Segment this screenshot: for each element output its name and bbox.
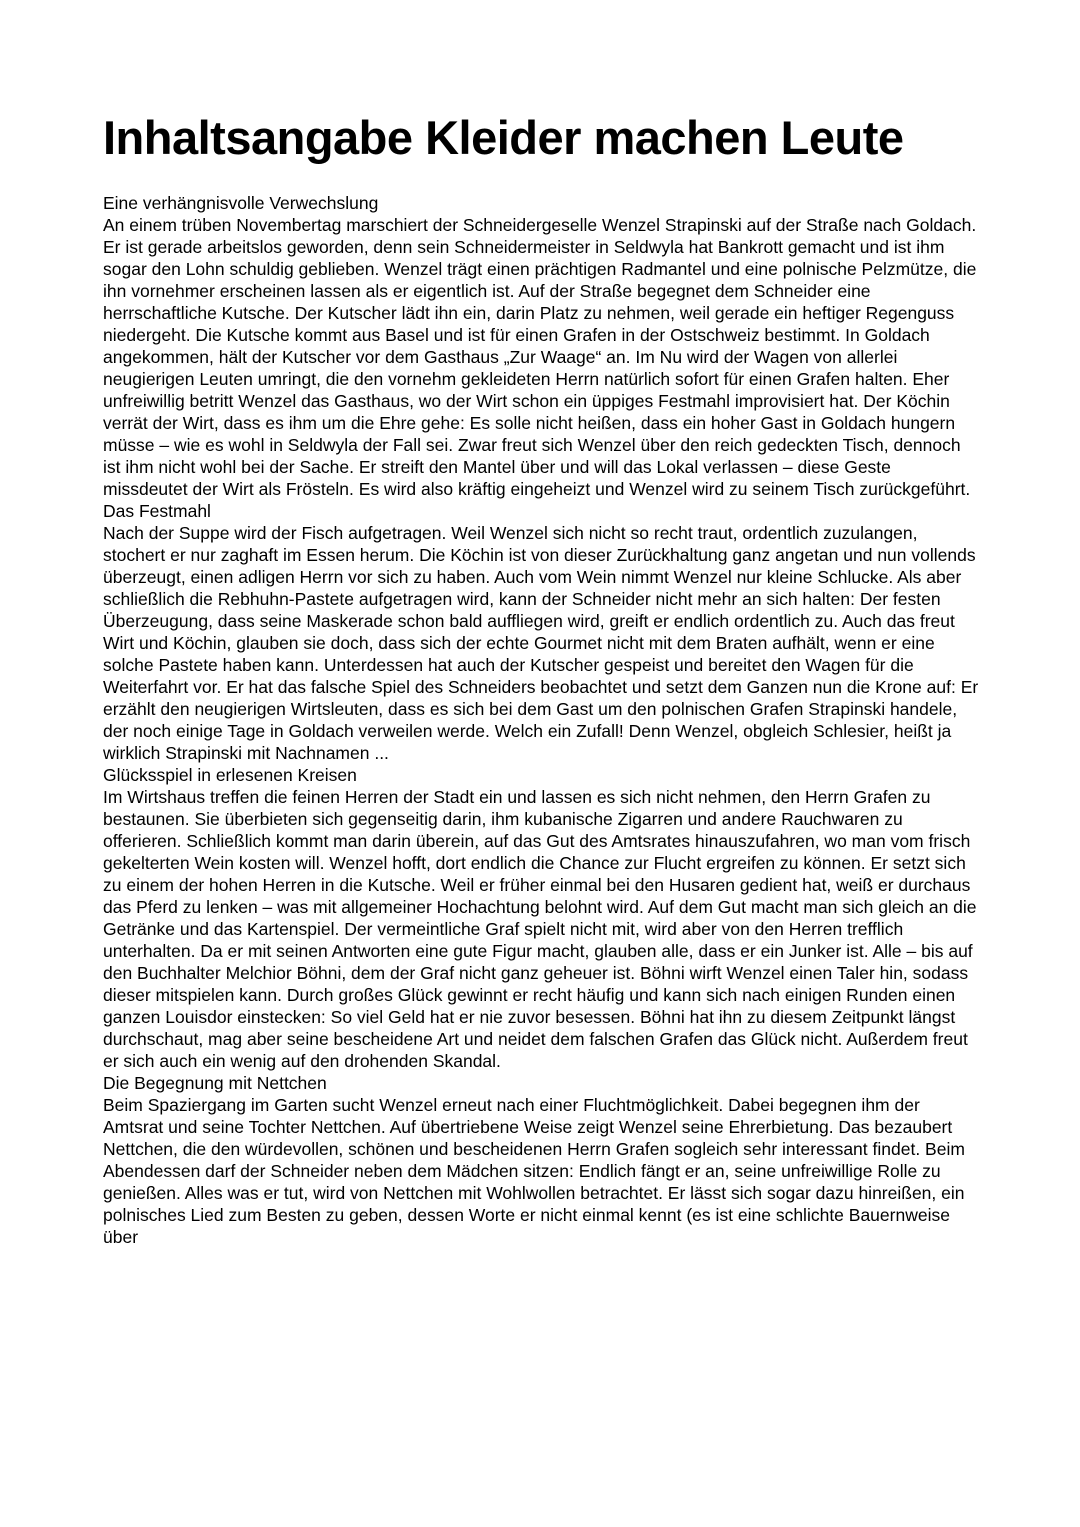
- section-nettchen: [103, 1072, 980, 1248]
- section-text: Nach der Suppe wird der Fisch aufgetragen. Weil Wenzel sich nicht so recht traut, ordentlich zuzulangen, stochert er nur zaghaft im Essen herum. Die Köchin ist von dieser Zurückhaltung ganz angetan und nun vollends überzeugt, einen adligen Herrn vor sich zu haben. Auch vom Wein nimmt Wenzel nur kleine Schlucke. Als aber schließlich die Rebhuhn-Pastete aufgetragen wird, kann der Schneider nicht mehr an sich halten: Der festen Überzeugung, dass seine Maskerade schon bald auffliegen wird, greift er endlich ordentlich zu. Auch das freut Wirt und Köchin, glauben sie doch, dass sich der echte Gourmet nicht mit dem Braten aufhält, wenn er eine solche Pastete haben kann. Unterdessen hat auch der Kutscher gespeist und bereitet den Wagen für die Weiterfahrt vor. Er hat das falsche Spiel des Schneiders beobachtet und setzt dem Ganzen nun die Krone auf: Er erzählt den neugierigen Wirtsleuten, dass es sich bei dem Gast um den polnischen Grafen Strapinski handele, der noch einige Tage in Goldach verweilen werde. Welch ein Zufall! Denn Wenzel, obgleich Schlesier, heißt ja wirklich Strapinski mit Nachnamen ...: [103, 523, 979, 763]
- section-text: An einem trüben Novembertag marschiert der Schneidergeselle Wenzel Strapinski auf der Straße nach Goldach. Er ist gerade arbeitslos geworden, denn sein Schneidermeister in Seldwyla hat Bankrott gemacht und ist ihm sogar den Lohn schuldig geblieben. Wenzel trägt einen prächtigen Radmantel und eine polnische Pelzmütze, die ihn vornehmer erscheinen lassen als er eigentlich ist. Auf der Straße begegnet dem Schneider eine herrschaftliche Kutsche. Der Kutscher lädt ihn ein, darin Platz zu nehmen, weil gerade ein heftiger Regenguss niedergeht. Die Kutsche kommt aus Basel und ist für einen Grafen in der Ostschweiz bestimmt. In Goldach angekommen, hält der Kutscher vor dem Gasthaus „Zur Waage“ an. Im Nu wird der Wagen von allerlei neugierigen Leuten umringt, die den vornehm gekleideten Herrn natürlich sofort für einen Grafen halten. Eher unfreiwillig betritt Wenzel das Gasthaus, wo der Wirt schon ein üppiges Festmahl improvisiert hat. Der Köchin verrät der Wirt, dass es ihm um die Ehre gehe: Es solle nicht heißen, dass ein hoher Gast in Goldach hungern müsse – wie es wohl in Seldwyla der Fall sei. Zwar freut sich Wenzel über den reich gedeckten Tisch, dennoch ist ihm nicht wohl bei der Sache. Er streift den Mantel über und will das Lokal verlassen – diese Geste missdeutet der Wirt als Frösteln. Es wird also kräftig eingeheizt und Wenzel wird zu seinem Tisch zurückgeführt.: [103, 215, 977, 499]
- section-verwechslung: [103, 192, 980, 500]
- section-festmahl: [103, 500, 980, 764]
- document-body: [103, 192, 980, 1248]
- section-heading: Eine verhängnisvolle Verwechslung: [103, 193, 379, 213]
- page-title: Inhaltsangabe Kleider machen Leute: [103, 111, 904, 164]
- section-gluecksspiel: [103, 764, 980, 1072]
- section-text: Im Wirtshaus treffen die feinen Herren der Stadt ein und lassen es sich nicht nehmen, den Herrn Grafen zu bestaunen. Sie überbieten sich gegenseitig darin, ihm kubanische Zigarren und andere Rauchwaren zu offerieren. Schließlich kommt man darin überein, auf das Gut des Amtsrates hinauszufahren, wo man vom frisch gekelterten Wein kosten will. Wenzel hofft, dort endlich die Chance zur Flucht ergreifen zu können. Er setzt sich zu einem der hohen Herren in die Kutsche. Weil er früher einmal bei den Husaren gedient hat, weiß er durchaus das Pferd zu lenken – was mit allgemeiner Hochachtung belohnt wird. Auf dem Gut macht man sich gleich an die Getränke und das Kartenspiel. Der vermeintliche Graf spielt nicht mit, wird aber von den Herren trefflich unterhalten. Da er mit seinen Antworten eine gute Figur macht, glauben alle, dass er ein Junker ist. Alle – bis auf den Buchhalter Melchior Böhni, dem der Graf nicht ganz geheuer ist. Böhni wirft Wenzel einen Taler hin, sodass dieser mitspielen kann. Durch großes Glück gewinnt er recht häufig und kann sich nach einigen Runden einen ganzen Louisdor einstecken: So viel Geld hat er nie zuvor besessen. Böhni hat ihn zu diesem Zeitpunkt längst durchschaut, mag aber seine bescheidene Art und neidet dem falschen Grafen das Glück nicht. Außerdem freut er sich auch ein wenig auf den drohenden Skandal.: [103, 787, 977, 1071]
- section-heading: Das Festmahl: [103, 501, 211, 521]
- section-text: Beim Spaziergang im Garten sucht Wenzel erneut nach einer Fluchtmöglichkeit. Dabei begegnen ihm der Amtsrat und seine Tochter Nettchen. Auf übertriebene Weise zeigt Wenzel seine Ehrerbietung. Das bezaubert Nettchen, die den würdevollen, schönen und bescheidenen Herrn Grafen sogleich sehr interessant findet. Beim Abendessen darf der Schneider neben dem Mädchen sitzen: Endlich fängt er an, seine unfreiwillige Rolle zu genießen. Alles was er tut, wird von Nettchen mit Wohlwollen betrachtet. Er lässt sich sogar dazu hinreißen, ein polnisches Lied zum Besten zu geben, dessen Worte er nicht einmal kennt (es ist eine schlichte Bauernweise über: [103, 1095, 965, 1247]
- section-heading: Glücksspiel in erlesenen Kreisen: [103, 765, 357, 785]
- section-heading: Die Begegnung mit Nettchen: [103, 1073, 327, 1093]
